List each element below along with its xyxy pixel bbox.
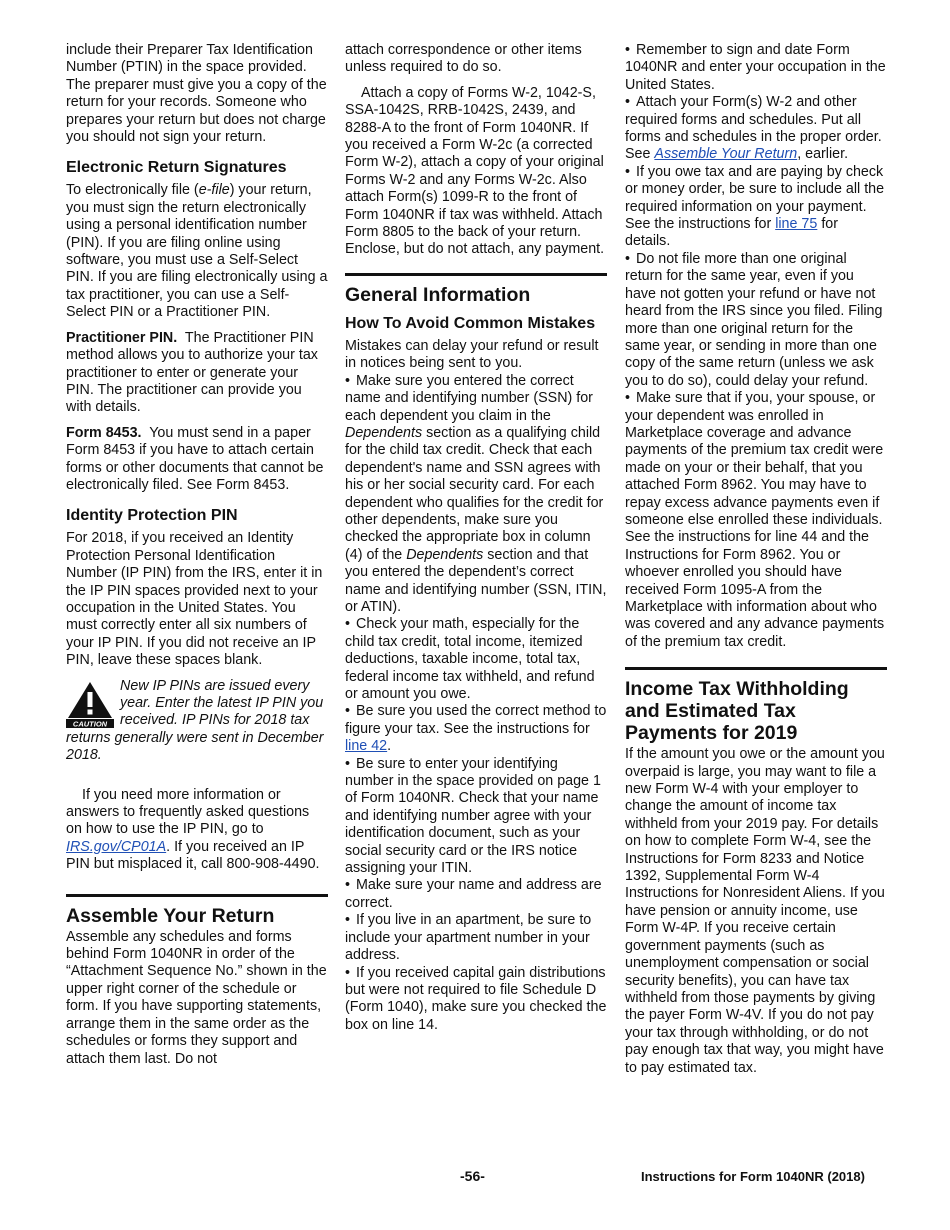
column-2 [345,42,607,1034]
runin-heading: Form 8453. [66,424,142,441]
column-3 [625,42,887,1085]
heading-assemble-your-return: Assemble Your Return [66,904,275,927]
line-42-link[interactable]: line 42 [345,738,388,755]
caution-label: CAUTION [72,719,108,728]
list-item: • Be sure you used the correct method to figure your tax. See the instructions for line 42. [345,703,607,755]
list-item: • Attach your Form(s) W-2 and other required forms and schedules. Put all forms and schedules in the proper order. See Assemble Your Return, earlier. [625,94,887,164]
list-item: • Make sure that if you, your spouse, or your dependent was enrolled in Marketplace coverage and advance payments of the premium tax credit were made on your or their behalf, that you attached Form 8962. You may have to repay excess advance payments even if someone else enrolled these individuals. See the instructions for line 44 and the Instructions for Form 8962. You or whoever enrolled you should have received Form 1095-A from the Marketplace with information about who was covered and any advance payments of the premium tax credit. [625,390,887,651]
section-rule [66,894,328,1068]
caution-note [66,678,328,765]
paragraph-attach: Attach a copy of Forms W-2, 1042-S, SSA-1042S, RRB-1042S, 2439, and 8288-A to the front of Form 1040NR. If you received a Form W-2c (a corrected Form W-2), attach a copy of your original Forms W-2 and any Forms W-2c. Also attach Form(s) 1099-R to the front of Form 1040NR if tax was withheld. Attach Form 8805 to the back of your return. Enclose, but do not attach, any payment. [345,84,605,258]
page-number: -56- [460,1168,485,1184]
irs-cp01a-link[interactable]: IRS.gov/CP01A [66,838,167,855]
heading-how-to-avoid-mistakes: How To Avoid Common Mistakes [345,314,596,332]
list-item: • Be sure to enter your identifying number in the space provided on page 1 of Form 1040NR. Check that your name and identifying number agree with your identification document, such as your social security card or the IRS notice assigning your ITIN. [345,756,607,878]
paragraph-continued: attach correspondence or other items unless required to do so. [345,42,582,76]
heading-identity-protection-pin: Identity Protection PIN [66,507,238,525]
paragraph-assemble: Assemble any schedules and forms behind Form 1040NR in order of the “Attachment Sequence No.” shown in the upper right corner of the schedule or form. If you have supporting statements, arrange them in the same order as the schedules or forms they support and attach them last. Do not [66,928,327,1067]
list-item: • Make sure your name and address are correct. [345,877,607,912]
caution-text: New IP PINs are issued every year. Enter the latest IP PIN you received. IP PINs for 2018 tax returns generally were sent in December 2018. [66,677,324,764]
heading-general-information: General Information [345,283,531,306]
list-item: • If you live in an apartment, be sure to include your apartment number in your address. [345,912,607,964]
footer-title: Instructions for Form 1040NR (2018) [641,1169,865,1184]
caution-icon [66,680,114,728]
list-item: • If you received capital gain distributions but were not required to file Schedule D (Form 1040), make sure you checked the box on line 14. [345,965,607,1035]
paragraph-withholding: If the amount you owe or the amount you overpaid is large, you may want to file a new Form W-4 with your employer to change the amount of income tax withheld from your 2019 pay. For details on how to complete Form W-4, see the Instructions for Form 8233 and Notice 1392, Supplemental Form W-4 Instructions for Nonresident Aliens. If you have pension or annuity income, use Form W-4P. If you receive certain government payments (such as unemployment compensation or social security benefits), you can have tax withheld from those payments by giving the payer Form W-4V. If you do not pay your tax through withholding, or do not pay enough tax that way, you might have to pay estimated tax. [625,746,885,1076]
paragraph-practitioner-pin: Practitioner PIN. The Practitioner PIN method allows you to authorize your tax practitioner to enter or generate your PIN. The practitioner can provide you with details. [66,329,318,416]
paragraph-more-info: If you need more information or answers to frequently asked questions on how to use the IP PIN, go to IRS.gov/CP01A. If you received an IP PIN but misplaced it, call 800-908-4490. [66,786,320,873]
column-1 [66,42,328,1076]
paragraph-mistakes-intro: Mistakes can delay your refund or result in notices being sent to you. [345,337,599,372]
paragraph-esig: To electronically file (e-file) your return, you must sign the return electronically using a personal identification number (PIN). If you are filing online using software, you must use a Self-Select PIN. If you are filing electronically using a tax practitioner, you can use a Self-Select PIN or a Practitioner PIN. [66,182,328,321]
paragraph-form-8453: Form 8453. You must send in a paper Form 8453 if you have to attach certain forms or other documents that cannot be electronically filed. See Form 8453. [66,424,324,493]
heading-electronic-return-signatures: Electronic Return Signatures [66,159,287,177]
list-item: • Remember to sign and date Form 1040NR and enter your occupation in the United States. [625,42,887,94]
runin-heading: Practitioner PIN. [66,329,178,346]
list-item: • Check your math, especially for the child tax credit, total income, itemized deductions, taxable income, total tax, federal income tax withheld, and refund or amount you owe. [345,616,607,703]
list-item: • Make sure you entered the correct name and identifying number (SSN) for each dependent you claim in the Dependents section as a qualifying child for the child tax credit. Check that each dependent's name and SSN agrees with his or her social security card. For each dependent who qualifies for the credit for other dependents, make sure you checked the appropriate box in column (4) of the Dependents section and that you entered the dependent’s correct name and identifying number (SSN, ITIN, or ATIN). [345,373,607,617]
list-item: • If you owe tax and are paying by check or money order, be sure to include all the required information on your payment. See the instructions for line 75 for details. [625,164,887,251]
list-item: • Do not file more than one original return for the same year, even if you have not gotten your refund or have not heard from the IRS since you filed. Filing more than one original return for the same year, or sending in more than one copy of the same return (unless we ask you to do so), could delay your refund. [625,251,887,390]
section-rule [345,273,607,1034]
assemble-your-return-link[interactable]: Assemble Your Return [654,146,798,163]
heading-income-tax-withholding: Income Tax Withholding and Estimated Tax Payments for 2019 [625,678,849,745]
line-75-link[interactable]: line 75 [775,216,818,233]
paragraph-ippin: For 2018, if you received an Identity Protection Personal Identification Number (IP PIN) from the IRS, enter it in the IP PIN spaces provided next to your occupation in the United States. You must correctly enter all six numbers of your IP PIN. If you did not receive an IP PIN, leave these spaces blank. [66,530,323,669]
section-rule [625,667,887,1077]
paragraph: include their Preparer Tax Identification Number (PTIN) in the space provided. The preparer must give you a copy of the return for your records. Someone who prepares your return but does not charge you should not sign your return. [66,42,327,146]
